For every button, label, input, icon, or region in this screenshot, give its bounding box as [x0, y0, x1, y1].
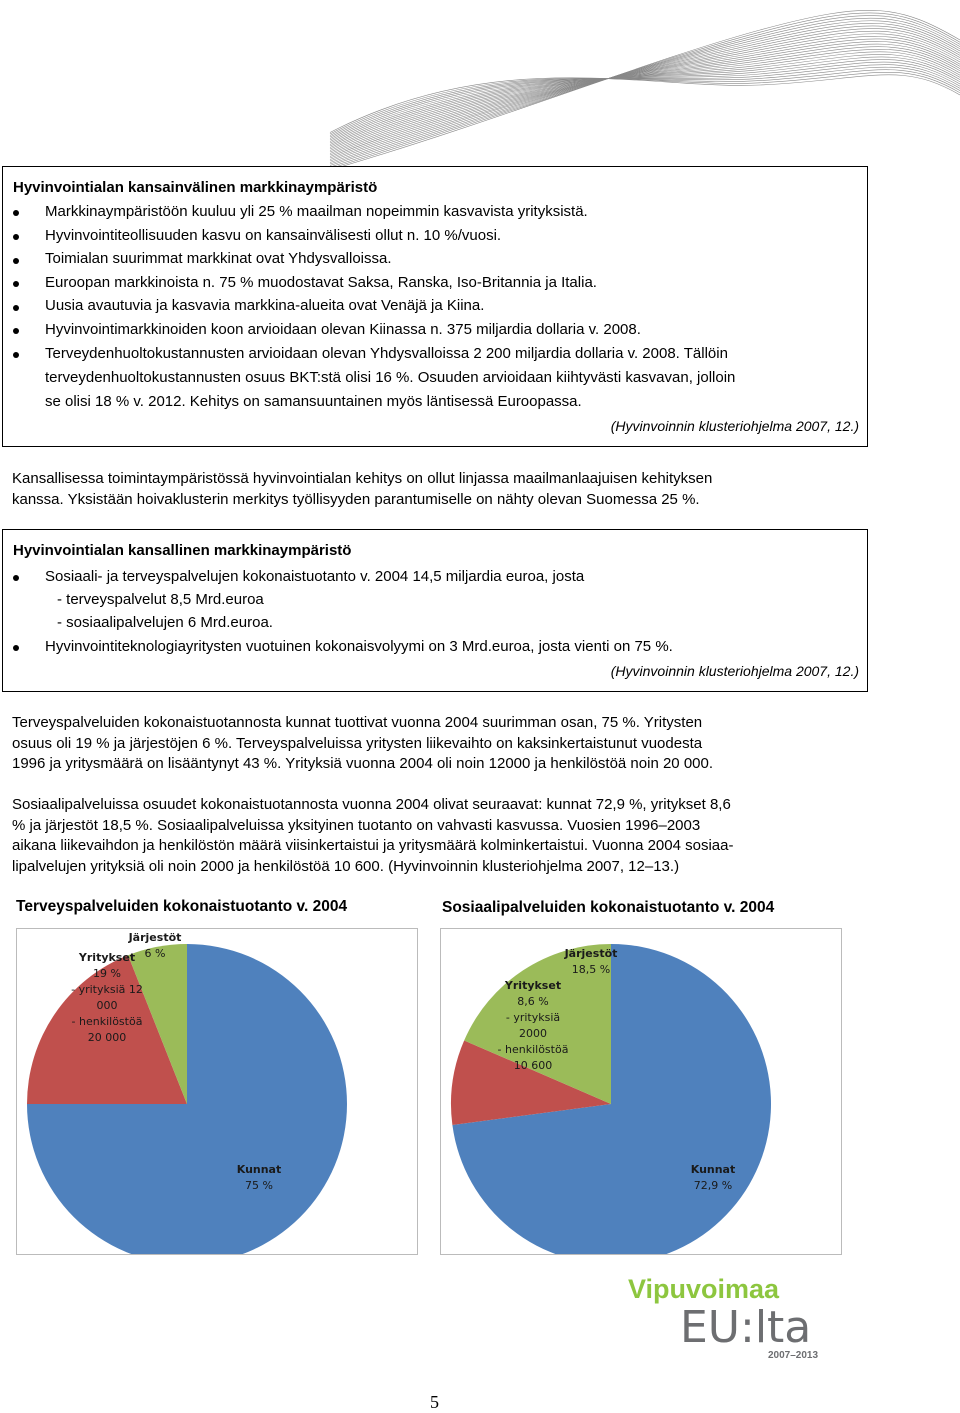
- decorative-line: [330, 18, 960, 165]
- bullet-dot: [13, 281, 19, 287]
- pie-label-value: 18,5 %: [571, 963, 611, 976]
- pie-label-extra: 2000: [519, 1027, 547, 1040]
- list-item-line: Terveydenhuoltokustannusten arvioidaan olevan Yhdysvalloissa 2 200 miljardia dollaria v. 2008. Tällöin: [45, 345, 728, 362]
- sub-item: - terveyspalvelut 8,5 Mrd.euroa: [57, 591, 264, 608]
- decorative-line: [330, 13, 960, 169]
- pie-label-extra: - yrityksiä: [505, 1011, 561, 1024]
- text-line: % ja järjestöt 18,5 %. Sosiaalipalveluissa yksityinen tuotanto on vahvasti kasvussa. Vuosien 1996–2003: [12, 816, 701, 834]
- pie-label-extra: 20 000: [87, 1031, 127, 1044]
- decorative-line: [330, 21, 960, 164]
- text-line: kanssa. Yksistään hoivaklusterin merkitys työllisyyden parantumiselle on nähty olevan Suomessa 25 %.: [12, 490, 700, 508]
- paragraph-national-context: [12, 469, 862, 510]
- decorative-line: [330, 75, 960, 133]
- logo-years: 2007–2013: [768, 1350, 819, 1361]
- paragraph-health-services: [12, 713, 862, 775]
- bullet-dot: [13, 645, 19, 651]
- source-citation: (Hyvinvoinnin klusteriohjelma 2007, 12.): [610, 663, 859, 679]
- list-item: Euroopan markkinoista n. 75 % muodostavat Saksa, Ranska, Iso-Britannia ja Italia.: [45, 274, 597, 291]
- list-item-line: se olisi 18 % v. 2012. Kehitys on samansuuntainen myös läntisessä Euroopassa.: [45, 393, 582, 410]
- decorative-wave-lines: [0, 0, 960, 180]
- logo-text-eulta: EU:lta: [680, 1302, 812, 1353]
- pie-label-name: Järjestöt: [564, 947, 618, 960]
- bullet-dot: [13, 575, 19, 581]
- pie-label-name: Kunnat: [690, 1163, 736, 1176]
- list-item: Hyvinvointiteknologiayritysten vuotuinen kokonaisvolyymi on 3 Mrd.euroa, josta vienti on 75 %.: [45, 638, 673, 655]
- list-item-line: terveydenhuoltokustannusten osuus BKT:stä olisi 16 %. Osuuden arvioidaan kiihtyvästi kasvavan, jolloin: [45, 369, 736, 386]
- source-citation: (Hyvinvoinnin klusteriohjelma 2007, 12.): [610, 418, 859, 434]
- decorative-line: [330, 49, 960, 147]
- bullet-dot: [13, 234, 19, 240]
- chart-title-social: Sosiaalipalveluiden kokonaistuotanto v. 2004: [442, 899, 775, 916]
- text-line: aikana liikevaihdon ja henkilöstön määrä viisinkertaistui ja yritysmäärä kolminkertaistui. Vuonna 2004 sosiaa-: [12, 837, 734, 854]
- list-item: Uusia avautuvia ja kasvavia markkina-alueita ovat Venäjä ja Kiina.: [45, 297, 485, 314]
- pie-label-value: 75 %: [245, 1179, 273, 1192]
- text-line: 1996 ja yritysmäärä on lisääntynyt 43 %. Yrityksiä vuonna 2004 oli noin 12000 ja henkilöstöä noin 20 000.: [12, 755, 714, 772]
- vipuvoimaa-logo: [620, 1270, 830, 1362]
- bullet-dot: [13, 210, 19, 216]
- pie-label-extra: 10 600: [513, 1059, 553, 1072]
- chart-health: [16, 928, 418, 1255]
- decorative-line: [330, 10, 960, 170]
- bullet-dot: [13, 352, 19, 358]
- text-line: Terveyspalveluiden kokonaistuotannosta kunnat tuottivat vuonna 2004 suurimman osan, 75 %. Yritysten: [12, 714, 703, 731]
- text-line: osuus oli 19 % ja järjestöjen 6 %. Terveyspalveluissa yritysten liikevaihto on kaksinkertaistunut vuodesta: [12, 734, 703, 752]
- list-item: Toimialan suurimmat markkinat ovat Yhdysvalloissa.: [45, 250, 392, 267]
- national-market-box: [2, 529, 868, 692]
- pie-label-extra: - henkilöstöä: [71, 1015, 143, 1028]
- pie-label-value: 72,9 %: [693, 1179, 733, 1192]
- decorative-line: [330, 39, 960, 154]
- international-title: Hyvinvointialan kansainvälinen markkinaympäristö: [13, 179, 378, 196]
- list-item: Markkinaympäristöön kuuluu yli 25 % maailman nopeimmin kasvavista yrityksistä.: [45, 203, 588, 220]
- paragraph-social-services: [12, 795, 862, 877]
- international-market-box: [2, 166, 868, 447]
- bullet-dot: [13, 305, 19, 311]
- pie-chart-health: [17, 929, 417, 1254]
- list-item: Sosiaali- ja terveyspalvelujen kokonaistuotanto v. 2004 14,5 miljardia euroa, josta: [45, 568, 585, 585]
- text-line: Kansallisessa toimintaympäristössä hyvinvointialan kehitys on ollut linjassa maailmanlaajuisen kehityksen: [12, 470, 713, 487]
- list-item: Hyvinvointimarkkinoiden koon arvioidaan olevan Kiinassa n. 375 miljardia dollaria v. 2008.: [45, 321, 641, 338]
- pie-label-value: 19 %: [93, 967, 121, 980]
- pie-label-extra: - henkilöstöä: [497, 1043, 569, 1056]
- logo-text-vipuvoimaa: Vipuvoimaa: [628, 1274, 780, 1304]
- list-item: Hyvinvointiteollisuuden kasvu on kansainvälisesti ollut n. 10 %/vuosi.: [45, 227, 502, 244]
- pie-label-name: Kunnat: [236, 1163, 282, 1176]
- bullet-dot: [13, 258, 19, 264]
- decorative-line: [330, 16, 960, 167]
- pie-label-name: Järjestöt: [128, 931, 182, 944]
- pie-label-name: Yritykset: [78, 951, 136, 964]
- pie-label-value: 8,6 %: [517, 995, 549, 1008]
- text-line: lipalvelujen yrityksiä oli noin 2000 ja henkilöstöä 10 600. (Hyvinvoinnin klusteriohjelma 2007, 12–13.): [12, 857, 680, 875]
- page-number: 5: [430, 1392, 439, 1412]
- pie-label-extra: 000: [96, 999, 118, 1012]
- chart-title-health: Terveyspalveluiden kokonaistuotanto v. 2004: [16, 898, 348, 915]
- pie-chart-social: [441, 929, 841, 1254]
- pie-label-name: Yritykset: [504, 979, 562, 992]
- decorative-line: [330, 70, 960, 136]
- bullet-dot: [13, 328, 19, 334]
- pie-label-extra: - yrityksiä 12: [71, 983, 143, 996]
- pie-label-value: 6 %: [144, 947, 166, 960]
- decorative-line: [330, 29, 960, 160]
- chart-social: [440, 928, 842, 1255]
- sub-item: - sosiaalipalvelujen 6 Mrd.euroa.: [57, 614, 273, 631]
- text-line: Sosiaalipalveluissa osuudet kokonaistuotannosta vuonna 2004 olivat seuraavat: kunnat 72,9 %, yritykset 8,6: [12, 796, 731, 813]
- national-title: Hyvinvointialan kansallinen markkinaympäristö: [13, 542, 352, 559]
